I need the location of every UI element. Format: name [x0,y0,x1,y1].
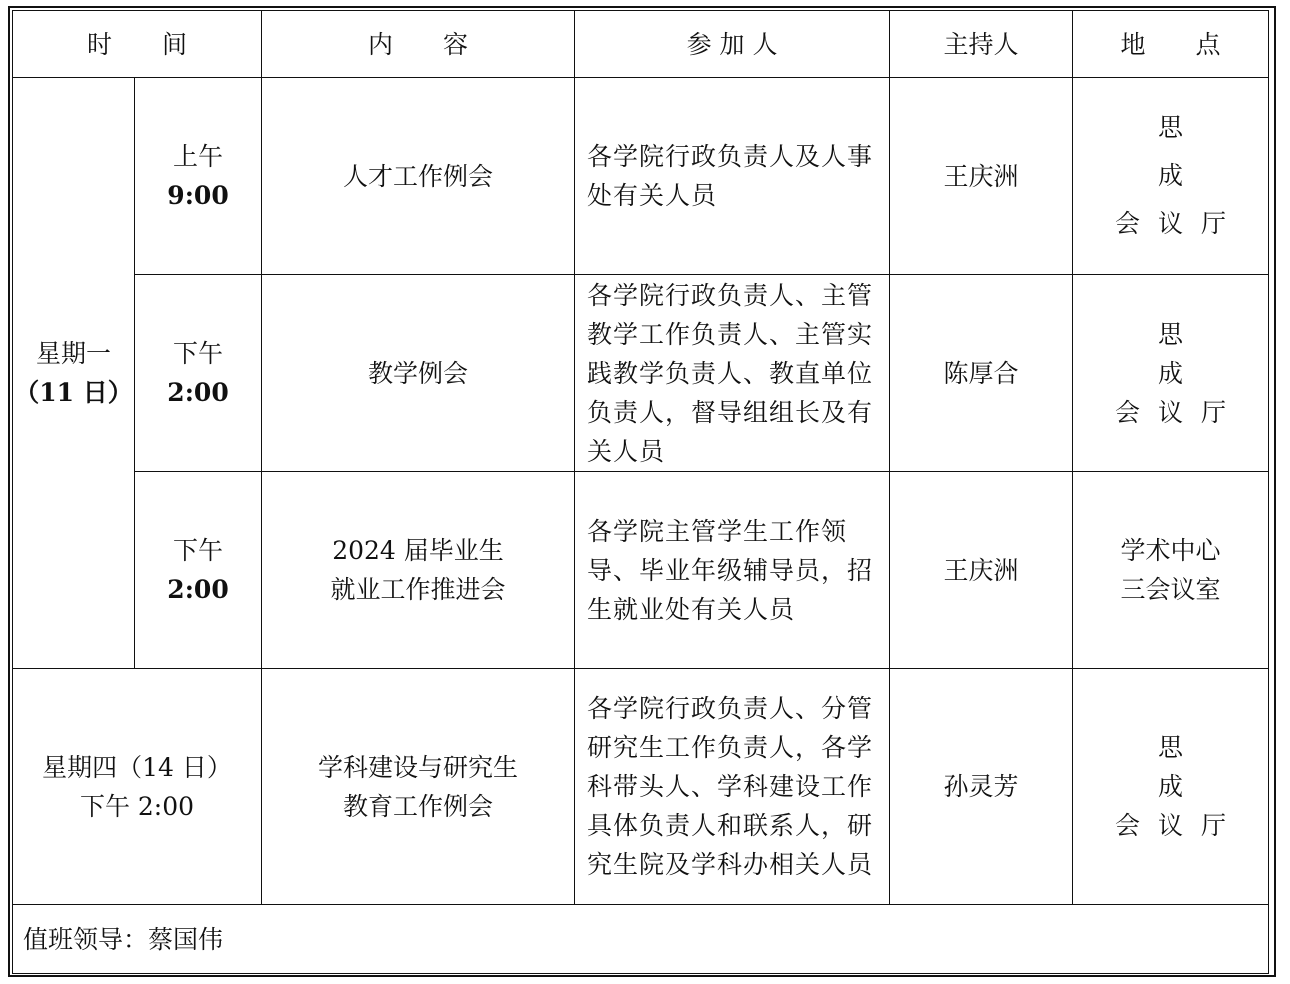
host-cell: 孙灵芳 [890,669,1073,905]
table-row [13,472,1269,669]
location-line2: 会议厅 [1115,397,1245,427]
header-time: 时 间 [13,11,262,78]
content-line1: 2024 届毕业生 [332,536,504,565]
time-cell [135,78,262,275]
time-cell [135,275,262,472]
location-line1: 思成 [1158,733,1248,801]
header-host: 主持人 [890,11,1073,78]
location-cell [1073,78,1269,275]
location-line1: 思成 [1158,319,1248,388]
header-content: 内 容 [262,11,575,78]
attendees-cell: 各学院行政负责人、分管研究生工作负责人，各学科带头人、学科建设工作具体负责人和联系人，研究生院及学科办相关人员 [575,669,890,905]
location-line1: 思成 [1158,113,1248,190]
location-cell [1073,275,1269,472]
header-attendees: 参 加 人 [575,11,890,78]
location-cell [1073,669,1269,905]
table-row [13,669,1269,905]
period-label: 上午 [173,142,224,171]
time-label: 下午 2:00 [79,791,195,821]
header-row [13,11,1269,78]
host-cell: 王庆洲 [890,78,1073,275]
duty-leader: 值班领导：蔡国伟 [13,905,1269,974]
time-label: 2:00 [167,575,229,604]
location-line2: 三会议室 [1120,575,1221,604]
host-cell: 王庆洲 [890,472,1073,669]
attendees-cell: 各学院行政负责人及人事处有关人员 [575,78,890,275]
content-cell [262,472,575,669]
table-row [13,275,1269,472]
time-label: 2:00 [167,378,229,407]
attendees-cell: 各学院主管学生工作领导、毕业年级辅导员，招生就业处有关人员 [575,472,890,669]
location-line1: 学术中心 [1120,536,1221,565]
host-cell: 陈厚合 [890,275,1073,472]
table-row [13,78,1269,275]
content-line2: 就业工作推进会 [330,575,506,604]
location-line2: 会议厅 [1115,811,1245,840]
period-label: 下午 [173,339,224,368]
content-line2: 教育工作例会 [343,791,494,821]
content-line1: 学科建设与研究生 [318,752,519,782]
day-cell-thursday [13,669,262,905]
location-line2: 会议厅 [1115,209,1245,238]
content-cell [262,669,575,905]
header-location: 地 点 [1073,11,1269,78]
location-cell [1073,472,1269,669]
time-label: 9:00 [167,181,229,210]
schedule-table [12,10,1269,974]
content-cell: 人才工作例会 [262,78,575,275]
content-cell: 教学例会 [262,275,575,472]
period-label: 下午 [173,536,224,565]
day-date: （11 日） [14,378,133,407]
day-cell-monday [13,78,135,669]
footer-row [13,905,1269,974]
day-label: 星期一 [35,339,111,368]
attendees-cell: 各学院行政负责人、主管教学工作负责人、主管实践教学负责人、教直单位负责人，督导组组长及有关人员 [575,275,890,472]
time-cell [135,472,262,669]
day-label: 星期四（14 日） [42,752,232,782]
